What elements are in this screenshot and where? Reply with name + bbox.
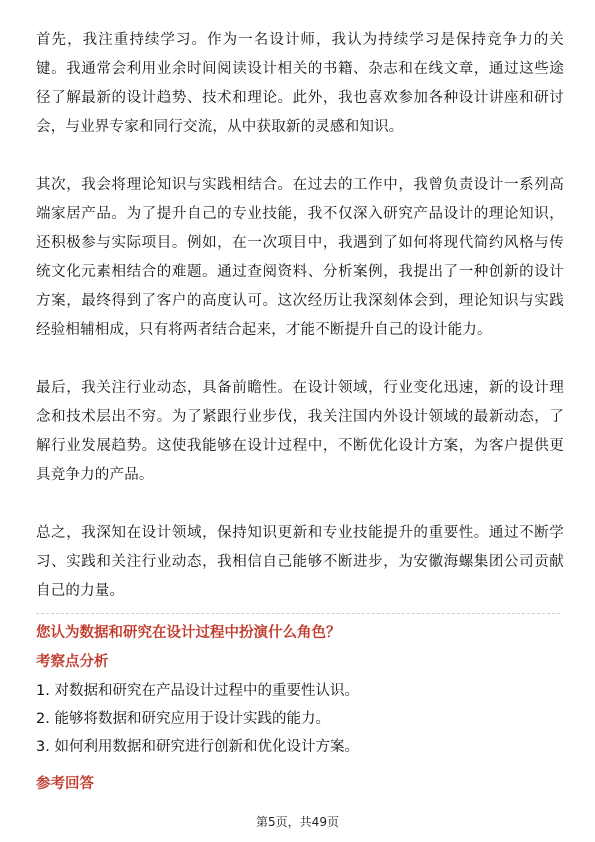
question-title: 您认为数据和研究在设计过程中扮演什么角色？ bbox=[36, 625, 341, 641]
paragraph-2: 其次，我会将理论知识与实践相结合。在过去的工作中，我曾负责设计一系列高端家居产品。为了提升自己的专业技能，我不仅深入研究产品设计的理论知识，还积极参与实际项目。例如，在一次项目中，我遇到了如何将现代简约风格与传统文化元素相结合的难题。通过查阅资料、分析案例，我提出了一种创新的设计方案，最终得到了客户的高度认可。这次经历让我深刻体会到，理论知识与实践经验相辅相成，只有将两者结合起来，才能不断提升自己的设计能力。 bbox=[36, 177, 564, 338]
analysis-item-3: 3. 如何利用数据和研究进行创新和优化设计方案。 bbox=[36, 739, 359, 755]
paragraph-1: 首先，我注重持续学习。作为一名设计师，我认为持续学习是保持竞争力的关键。我通常会利用业余时间阅读设计相关的书籍、杂志和在线文章，通过这些途径了解最新的设计趋势、技术和理论。此外，我也喜欢参加各种设计讲座和研讨会，与业界专家和同行交流，从中获取新的灵感和知识。 bbox=[36, 32, 564, 135]
analysis-item-2: 2. 能够将数据和研究应用于设计实践的能力。 bbox=[36, 711, 330, 727]
analysis-list bbox=[36, 677, 564, 761]
answer-heading: 参考回答 bbox=[36, 776, 94, 792]
paragraph-4: 总之，我深知在设计领域，保持知识更新和专业技能提升的重要性。通过不断学习、实践和关注行业动态，我相信自己能够不断进步，为安徽海螺集团公司贡献自己的力量。 bbox=[36, 525, 564, 599]
paragraph-3: 最后，我关注行业动态，具备前瞻性。在设计领域，行业变化迅速，新的设计理念和技术层出不穷。为了紧跟行业步伐，我关注国内外设计领域的最新动态，了解行业发展趋势。这使我能够在设计过程中，不断优化设计方案，为客户提供更具竞争力的产品。 bbox=[36, 380, 564, 483]
page-number: 第5页，共49页 bbox=[256, 815, 339, 829]
answer-body bbox=[36, 26, 564, 606]
section-divider bbox=[36, 613, 560, 614]
analysis-item-1: 1. 对数据和研究在产品设计过程中的重要性认识。 bbox=[36, 683, 359, 699]
analysis-heading: 考察点分析 bbox=[36, 654, 109, 670]
